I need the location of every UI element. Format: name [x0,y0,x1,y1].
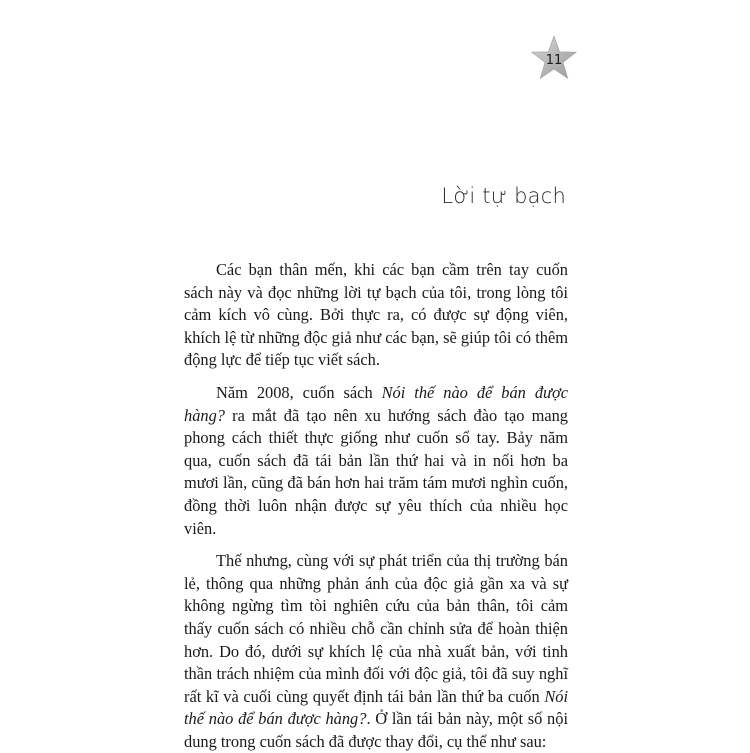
book-title-italic: Nói thế nào để bán được hàng? [184,382,568,425]
paragraph-2 [184,382,568,540]
paragraph-1-text: Các bạn thân mến, khi các bạn cầm trên tay cuốn sách này và đọc những lời tự bạch của tôi, trong lòng tôi cảm kích vô cùng. Bởi thực ra, có được sự động viên, khích lệ từ những độc giả như các bạn, sẽ giúp tôi có thêm động lực để tiếp tục viết sách. [184,260,568,370]
paragraph-3 [184,550,568,753]
body-text [184,259,568,753]
page-number: 11 [545,53,563,68]
paragraph-3-text-a: Thế nhưng, cùng với sự phát triển của thị trường bán lẻ, thông qua những phản ánh của độc giả gần xa và sự không ngừng tìm tòi nghiên cứu của bản thân, tôi cảm thấy cuốn sách có nhiều chỗ cần chỉnh sửa để hoàn thiện hơn. Do đó, dưới sự khích lệ của nhà xuất bản, với tinh thần trách nhiệm của mình đối với độc giả, tôi đã suy nghĩ rất kĩ và cuối cùng quyết định tái bản lần thứ ba cuốn [184,551,568,706]
paragraph-2-text-a: Năm 2008, cuốn sách [216,382,382,402]
paragraph-1 [184,259,568,372]
paragraph-3-text-b: . Ở lần tái bản này, một số nội dung trong cuốn sách đã được thay đổi, cụ thể như sau: [184,709,568,751]
paragraph-2-text-b: ra mắt đã tạo nên xu hướng sách đào tạo mang phong cách thiết thực giống như cuốn sổ tay. Bảy năm qua, cuốn sách đã tái bản lần thứ hai và in nối hơn ba mươi lần, cũng đã bán hơn hai trăm tám mươi nghìn cuốn, đồng thời luôn nhận được sự yêu thích của nhiều học viên. [184,405,568,538]
chapter-title: Lời tự bạch [441,184,566,208]
book-title-italic: Nói thế nào để bán được hàng? [184,686,568,729]
